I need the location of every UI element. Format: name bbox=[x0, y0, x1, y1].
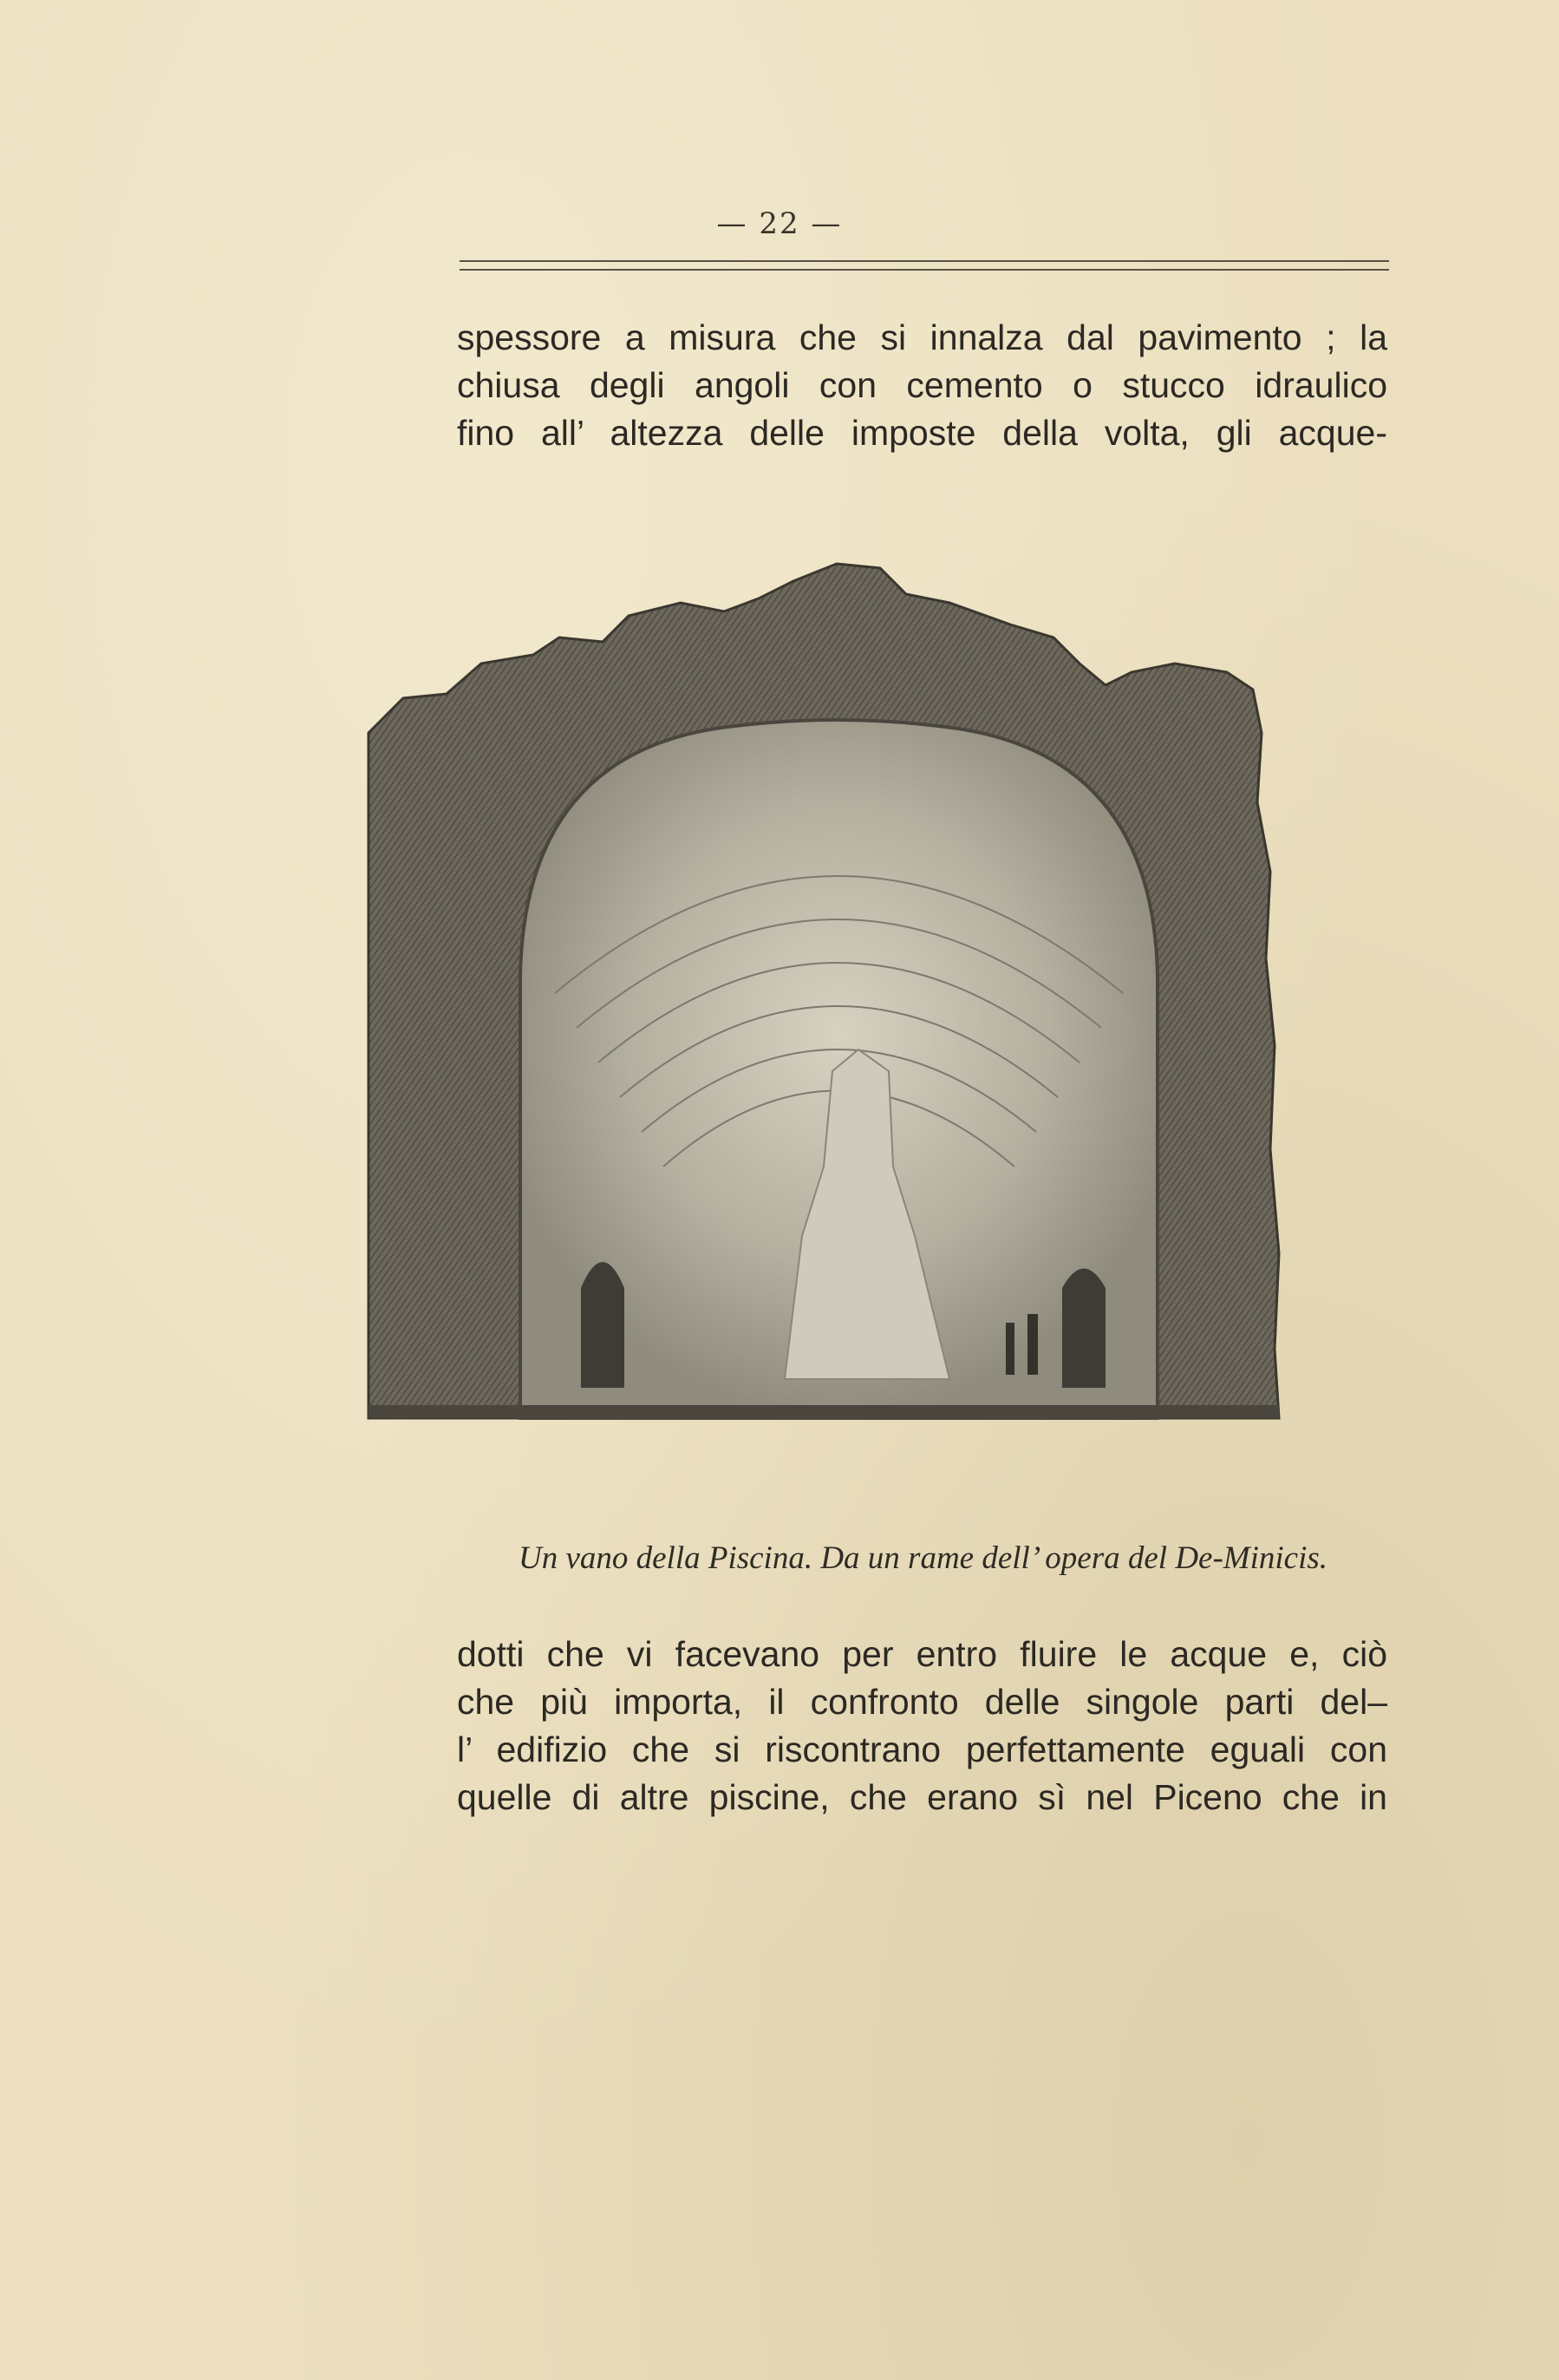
right-doorway bbox=[1062, 1269, 1106, 1389]
paragraph-line: quelle di altre piscine, che erano sì nel Piceno che in bbox=[457, 1777, 1387, 1817]
left-doorway bbox=[581, 1262, 624, 1388]
paragraph-line: chiusa degli angoli con cemento o stucco idraulico bbox=[457, 365, 1387, 405]
paragraph-line: l’ edifizio che si riscontrano perfettamente eguali con bbox=[457, 1729, 1387, 1769]
paragraph-line: fino all’ altezza delle imposte della volta, gli acque- bbox=[457, 413, 1387, 453]
figure-person bbox=[1027, 1314, 1038, 1375]
paragraph-line: che più importa, il confronto delle singole parti del– bbox=[457, 1682, 1387, 1722]
engraving-illustration bbox=[351, 542, 1444, 1440]
top-paragraph bbox=[457, 314, 1387, 457]
floor-band bbox=[369, 1405, 1279, 1418]
bottom-paragraph bbox=[457, 1631, 1387, 1821]
paragraph-line: spessore a misura che si innalza dal pavimento ; la bbox=[457, 317, 1387, 357]
page-number: — 22 — bbox=[716, 206, 843, 241]
header-rule-top bbox=[460, 260, 1389, 262]
figure-caption: Un vano della Piscina. Da un rame dell’ opera del De-Minicis. bbox=[518, 1540, 1328, 1576]
header-rule-bottom bbox=[460, 269, 1389, 271]
paragraph-line: dotti che vi facevano per entro fluire le acque e, ciò bbox=[457, 1634, 1387, 1674]
figure-person bbox=[1006, 1323, 1014, 1375]
